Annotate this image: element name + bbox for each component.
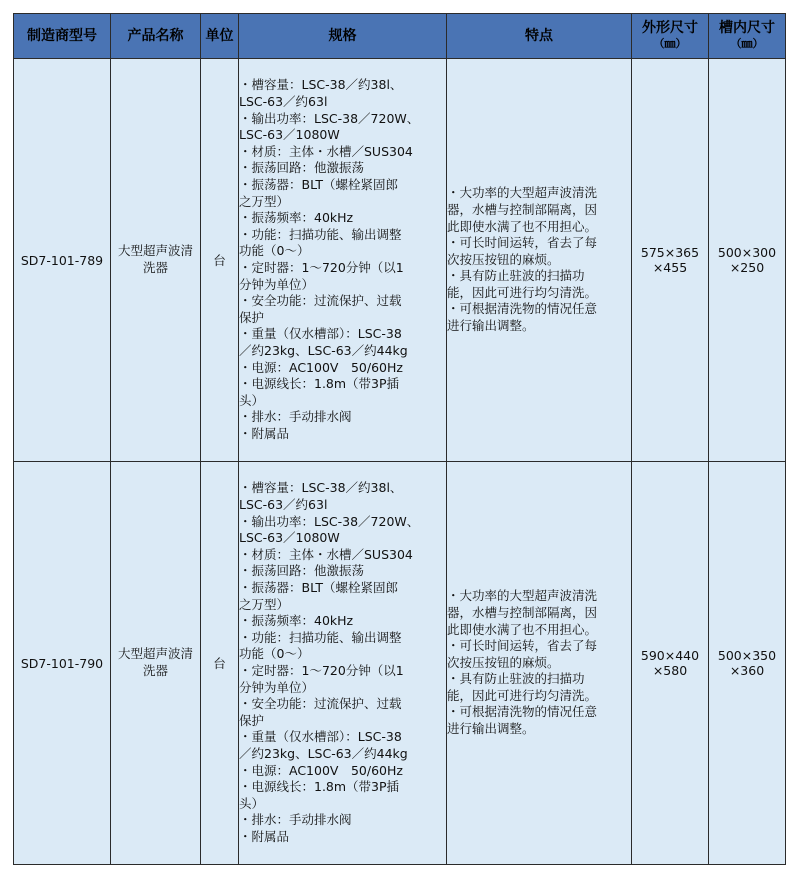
header-outer-size [632, 14, 709, 59]
header-inner-unit: （㎜） [730, 37, 764, 50]
feature-line: 此即使水满了也不用担心。 [447, 621, 598, 637]
spec-line: ・安全功能：过流保护、过载 [239, 293, 402, 309]
spec-line: ・振荡频率：40kHz [239, 613, 354, 629]
feature-line: ・可根据清洗物的情况任意 [447, 704, 598, 720]
spec-line: 头） [239, 392, 265, 408]
feature-line: ・具有防止驻波的扫描功 [447, 268, 585, 284]
inner-size-line: 500×300 [717, 245, 777, 260]
spec-line: ・重量（仅水槽部）：LSC-38 [239, 729, 402, 745]
spec-line: 分钟为单位） [239, 679, 315, 695]
feature-line: 器，水槽与控制部隔离，因 [447, 201, 598, 217]
spec-line: ・振荡器：BLT（螺栓紧固郎 [239, 177, 398, 193]
spec-line: ／约23kg、LSC-63／约44kg [239, 342, 408, 358]
cell-outer-size [632, 462, 709, 865]
spec-line: 功能（0～） [239, 646, 310, 662]
spec-line: 之万型） [239, 596, 290, 612]
feature-line: 次按压按钮的麻烦。 [447, 251, 560, 267]
spec-line: ・振荡回路：他激振荡 [239, 160, 365, 176]
product-name-text: 大型超声波清洗器 [117, 243, 193, 275]
spec-line: ・振荡回路：他激振荡 [239, 563, 365, 579]
spec-line: ・材质：主体・水槽／SUS304 [239, 546, 413, 562]
spec-line: ・定时器：1～720分钟（以1 [239, 663, 404, 678]
spec-line: ・定时器：1～720分钟（以1 [239, 260, 404, 275]
spec-line: ・材质：主体・水槽／SUS304 [239, 143, 413, 159]
spec-line: LSC-63／1080W [239, 127, 340, 143]
spec-line: ・槽容量：LSC-38／约38l、 [239, 77, 403, 93]
spec-line: 头） [239, 795, 265, 811]
header-unit: 单位 [201, 14, 239, 59]
spec-line: ・排水：手动排水阀 [239, 812, 352, 828]
spec-line: ・电源线长：1.8m（带3P插 [239, 779, 400, 795]
feature-line: 进行输出调整。 [447, 721, 535, 737]
cell-outer-size [632, 59, 709, 462]
feature-line: ・大功率的大型超声波清洗 [447, 185, 598, 201]
spec-line: ・振荡频率：40kHz [239, 210, 354, 226]
table-row [14, 59, 786, 462]
spec-line: ・输出功率：LSC-38／720W、 [239, 110, 420, 126]
spec-line: ・排水：手动排水阀 [239, 409, 352, 425]
spec-line: ・输出功率：LSC-38／720W、 [239, 513, 420, 529]
spec-line: 分钟为单位） [239, 276, 315, 292]
header-name: 产品名称 [111, 14, 201, 59]
feature-line: ・可根据清洗物的情况任意 [447, 301, 598, 317]
product-name-text: 大型超声波清洗器 [117, 646, 193, 678]
spec-line: LSC-63／约63l [239, 497, 328, 513]
cell-inner-size [709, 462, 786, 865]
feature-line: ・可长时间运转，省去了每 [447, 638, 598, 654]
product-spec-table [13, 13, 786, 865]
cell-spec [239, 462, 447, 865]
spec-line: 功能（0～） [239, 243, 310, 259]
feature-line: 次按压按钮的麻烦。 [447, 654, 560, 670]
header-inner-label: 槽内尺寸 [719, 20, 775, 36]
cell-unit: 台 [201, 462, 239, 865]
feature-line: 能，因此可进行均匀清洗。 [447, 284, 598, 300]
spec-line: 之万型） [239, 193, 290, 209]
spec-line: ／约23kg、LSC-63／约44kg [239, 745, 408, 761]
header-outer-unit: （㎜） [653, 37, 687, 50]
outer-size-line: ×580 [652, 663, 688, 678]
spec-line: ・附属品 [239, 828, 290, 844]
header-outer-label: 外形尺寸 [642, 20, 698, 36]
cell-features [447, 462, 632, 865]
cell-product-name [111, 462, 201, 865]
spec-line: ・电源线长：1.8m（带3P插 [239, 376, 400, 392]
header-spec: 规格 [239, 14, 447, 59]
cell-spec [239, 59, 447, 462]
spec-line: ・功能：扫描功能、输出调整 [239, 629, 402, 645]
spec-line: 保护 [239, 309, 265, 325]
spec-line: ・重量（仅水槽部）：LSC-38 [239, 326, 402, 342]
header-row [14, 14, 786, 59]
table-row [14, 462, 786, 865]
feature-line: 器，水槽与控制部隔离，因 [447, 604, 598, 620]
cell-model: SD7-101-789 [14, 59, 111, 462]
spec-line: ・安全功能：过流保护、过载 [239, 696, 402, 712]
feature-line: 此即使水满了也不用担心。 [447, 218, 598, 234]
cell-product-name [111, 59, 201, 462]
inner-size-line: 500×350 [717, 648, 777, 663]
spec-line: ・槽容量：LSC-38／约38l、 [239, 480, 403, 496]
header-features: 特点 [447, 14, 632, 59]
spec-line: ・电源：AC100V 50/60Hz [239, 359, 403, 375]
spec-line: ・附属品 [239, 425, 290, 441]
header-inner-size [709, 14, 786, 59]
spec-line: ・功能：扫描功能、输出调整 [239, 226, 402, 242]
inner-size-line: ×250 [729, 260, 765, 275]
spec-line: LSC-63／约63l [239, 94, 328, 110]
cell-inner-size [709, 59, 786, 462]
spec-line: LSC-63／1080W [239, 530, 340, 546]
feature-line: ・大功率的大型超声波清洗 [447, 588, 598, 604]
feature-line: 进行输出调整。 [447, 318, 535, 334]
outer-size-line: 575×365 [640, 245, 700, 260]
inner-size-line: ×360 [729, 663, 765, 678]
cell-unit: 台 [201, 59, 239, 462]
spec-line: 保护 [239, 712, 265, 728]
feature-line: ・可长时间运转，省去了每 [447, 235, 598, 251]
feature-line: 能，因此可进行均匀清洗。 [447, 687, 598, 703]
cell-model: SD7-101-790 [14, 462, 111, 865]
spec-line: ・电源：AC100V 50/60Hz [239, 762, 403, 778]
header-model: 制造商型号 [14, 14, 111, 59]
outer-size-line: 590×440 [640, 648, 700, 663]
feature-line: ・具有防止驻波的扫描功 [447, 671, 585, 687]
spec-line: ・振荡器：BLT（螺栓紧固郎 [239, 580, 398, 596]
outer-size-line: ×455 [652, 260, 688, 275]
cell-features [447, 59, 632, 462]
